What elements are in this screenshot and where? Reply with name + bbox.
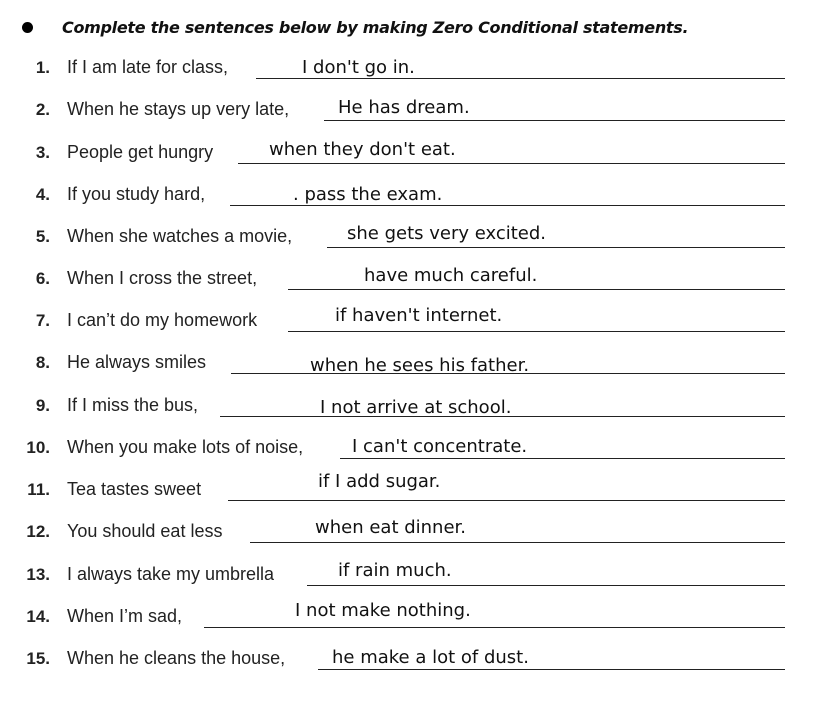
item-number: 1. (35, 58, 50, 77)
item-number: 2. (35, 100, 50, 119)
item-number: 7. (35, 311, 50, 330)
answer-text[interactable]: when eat dinner. (315, 517, 467, 538)
answer-line (318, 669, 785, 670)
exercise-item-1 (0, 52, 821, 82)
answer-text[interactable]: have much careful. (364, 265, 538, 286)
item-number: 3. (35, 143, 50, 162)
answer-line (324, 120, 785, 121)
item-prompt: When you make lots of noise, (67, 437, 304, 457)
answer-text[interactable]: I not arrive at school. (320, 397, 512, 418)
item-prompt: I always take my umbrella (67, 564, 275, 584)
item-prompt: If I am late for class, (67, 57, 229, 77)
exercise-item-4 (0, 179, 821, 209)
answer-text[interactable]: He has dream. (338, 97, 470, 118)
exercise-item-9 (0, 390, 821, 420)
answer-line (228, 500, 785, 501)
answer-text[interactable]: when they don't eat. (269, 139, 456, 160)
exercise-item-11 (0, 471, 821, 504)
exercise-item-3 (0, 137, 821, 167)
item-prompt: He always smiles (67, 352, 207, 372)
answer-line (288, 331, 785, 332)
answer-line (288, 289, 785, 290)
answer-text[interactable]: if rain much. (338, 560, 452, 581)
answer-text[interactable]: if I add sugar. (318, 471, 441, 492)
exercise-item-5 (0, 221, 821, 251)
item-prompt: I can’t do my homework (67, 310, 258, 330)
item-number: 5. (35, 227, 50, 246)
exercise-item-8 (0, 347, 821, 377)
exercise-item-10 (0, 432, 821, 462)
answer-text[interactable]: if haven't internet. (335, 305, 503, 326)
exercise-item-15 (0, 643, 821, 673)
item-number: 10. (26, 438, 50, 457)
item-prompt: People get hungry (67, 142, 214, 162)
item-prompt: When she watches a movie, (67, 226, 293, 246)
exercise-item-2 (0, 94, 821, 124)
exercise-item-6 (0, 263, 821, 293)
answer-text[interactable]: she gets very excited. (347, 223, 547, 244)
item-prompt: When I cross the street, (67, 268, 258, 288)
answer-line (230, 205, 785, 206)
answer-line (204, 627, 785, 628)
answer-text[interactable]: I don't go in. (302, 57, 415, 78)
instruction (22, 14, 688, 40)
item-prompt: When he cleans the house, (67, 648, 286, 668)
item-number: 9. (35, 396, 50, 415)
item-prompt: If you study hard, (67, 184, 206, 204)
answer-line (238, 163, 785, 164)
answer-text[interactable]: . pass the exam. (293, 184, 443, 205)
answer-text[interactable]: I can't concentrate. (352, 436, 528, 457)
item-prompt: If I miss the bus, (67, 395, 199, 415)
answer-text[interactable]: when he sees his father. (310, 355, 530, 376)
item-prompt: Tea tastes sweet (67, 479, 202, 499)
exercise-item-13 (0, 559, 821, 589)
item-number: 11. (27, 480, 50, 499)
item-number: 12. (26, 522, 50, 541)
item-number: 14. (26, 607, 50, 626)
exercise-item-7 (0, 305, 821, 335)
answer-line (256, 78, 785, 79)
instruction-text: Complete the sentences below by making Zero Conditional statements. (62, 17, 689, 37)
item-prompt: When he stays up very late, (67, 99, 290, 119)
item-number: 13. (26, 565, 50, 584)
item-number: 15. (26, 649, 50, 668)
answer-text[interactable]: I not make nothing. (295, 600, 471, 621)
answer-line (307, 585, 785, 586)
item-prompt: When I’m sad, (67, 606, 183, 626)
bullet-icon (22, 22, 33, 33)
answer-text[interactable]: he make a lot of dust. (332, 647, 529, 668)
answer-line (250, 542, 785, 543)
item-number: 4. (35, 185, 50, 204)
item-prompt: You should eat less (67, 521, 223, 541)
answer-line (327, 247, 785, 248)
answer-line (340, 458, 785, 459)
item-number: 6. (35, 269, 50, 288)
item-number: 8. (35, 353, 50, 372)
exercise-item-14 (0, 601, 821, 631)
exercise-item-12 (0, 516, 821, 546)
